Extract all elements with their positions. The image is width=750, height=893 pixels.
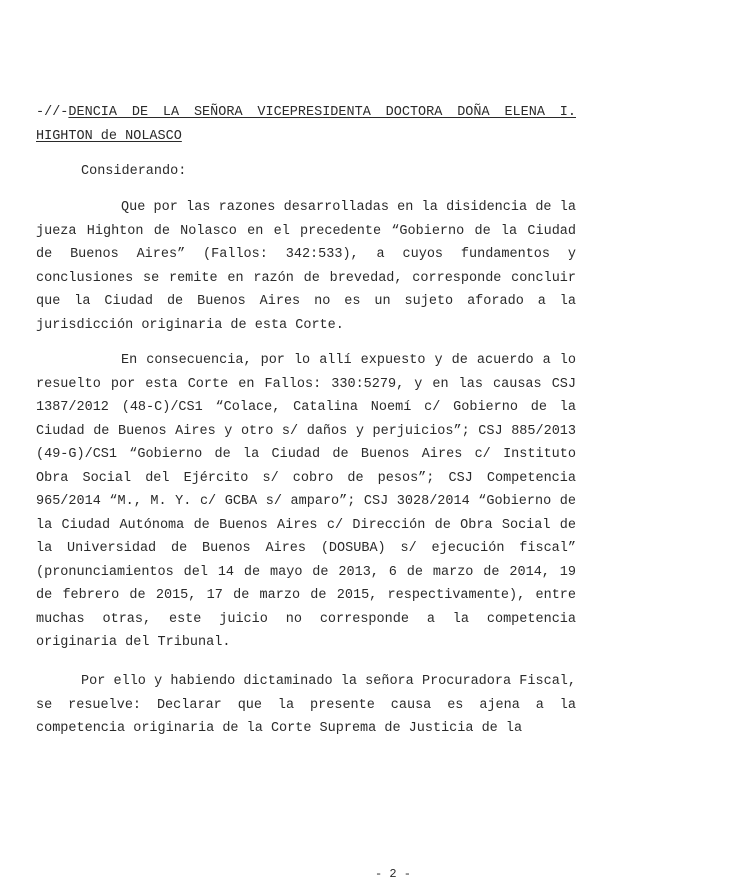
dissent-heading bbox=[36, 101, 576, 125]
heading-line-2: HIGHTON de NOLASCO bbox=[36, 129, 182, 144]
paragraph-1: Que por las razones desarrolladas en la disidencia de la jueza Highton de Nolasco en el precedente “Gobierno de la Ciudad de Buenos Aires” (Fallos: 342:533), a cuyos fundamentos y conclusiones se remite en razón de brevedad, corresponde concluir que la Ciudad de Buenos Aires no es un sujeto aforado a la jurisdicción originaria de esta Corte. bbox=[36, 200, 576, 333]
paragraph-3: Por ello y habiendo dictaminado la señora Procuradora Fiscal, se resuelve: Declarar que la presente causa es ajena a la competencia originaria de la Corte Suprema de Justicia de la bbox=[36, 674, 576, 736]
heading-prefix: -//- bbox=[36, 105, 69, 120]
page-number: - 2 - bbox=[374, 867, 411, 881]
paragraph-2: En consecuencia, por lo allí expuesto y de acuerdo a lo resuelto por esta Corte en Fallos: 330:5279, y en las causas CSJ 1387/2012 (48-C)/CS1 “Colace, Catalina Noemí c/ Gobierno de la Ciudad de Buenos Aires y otro s/ daños y perjuicios”; CSJ 885/2013 (49-G)/CS1 “Gobierno de la Ciudad de Buenos Aires c/ Instituto Obra Social del Ejército s/ cobro de pesos”; CSJ Competencia 965/2014 “M., M. Y. c/ GCBA s/ amparo”; CSJ 3028/2014 “Gobierno de la Ciudad Autónoma de Buenos Aires c/ Dirección de Obra Social de la Universidad de Buenos Aires (DOSUBA) s/ ejecución fiscal” (pronunciamientos del 14 de mayo de 2013, 6 de marzo de 2014, 19 de febrero de 2015, 17 de marzo de 2015, respectivamente), entre muchas otras, este juicio no corresponde a la competencia originaria del Tribunal. bbox=[36, 353, 576, 650]
heading-line-1: DENCIA DE LA SEÑORA VICEPRESIDENTA DOCTORA DOÑA ELENA I. bbox=[68, 105, 576, 120]
considerando-label: Considerando: bbox=[81, 164, 187, 179]
heading-line-2-container bbox=[36, 125, 182, 149]
